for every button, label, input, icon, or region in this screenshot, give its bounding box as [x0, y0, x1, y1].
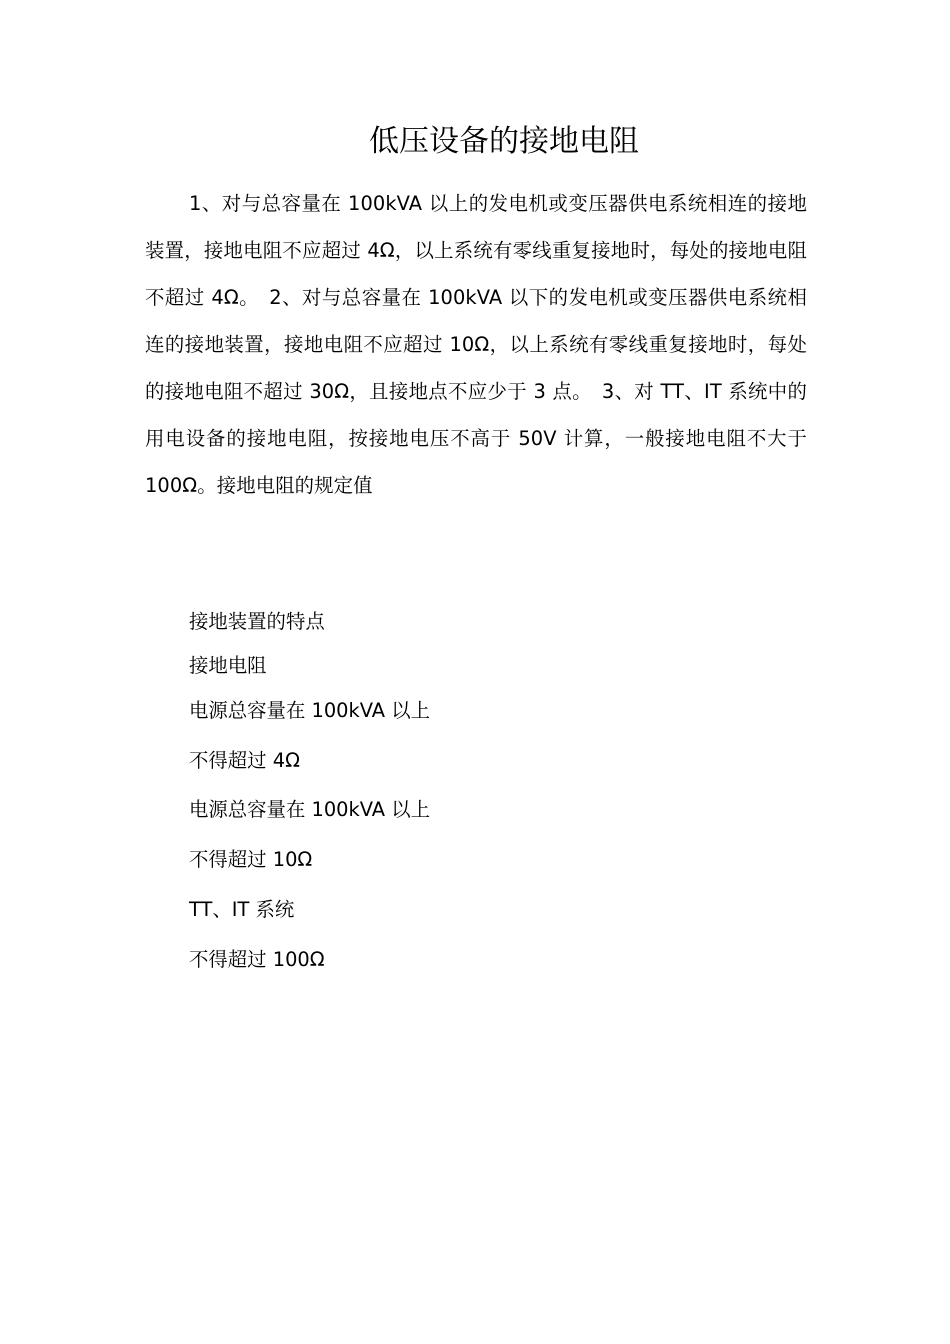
list-item: 接地电阻	[189, 654, 267, 677]
document-title: 低压设备的接地电阻	[369, 124, 639, 159]
list-item: TT、IT 系统	[189, 898, 295, 921]
list-item: 不得超过 4Ω	[189, 749, 300, 772]
list-item: 不得超过 100Ω	[189, 948, 325, 971]
list-item: 电源总容量在 100kVA 以上	[189, 699, 430, 722]
list-item: 接地装置的特点	[189, 610, 325, 633]
body-paragraph: 1、对与总容量在 100kVA 以上的发电机或变压器供电系统相连的接地装置，接地电阻不应超过 4Ω，以上系统有零线重复接地时，每处的接地电阻不超过 4Ω。 2、对与总容量在 100kVA 以下的发电机或变压器供电系统相连的接地装置，接地电阻不应超过 10Ω，以上系统有零线重复接地时，每处的接地电阻不超过 30Ω，且接地点不应少于 3 点。 3、对 TT、IT 系统中的用电设备的接地电阻，按接地电压不高于 50V 计算，一般接地电阻不大于 100Ω。接地电阻的规定值	[145, 192, 807, 497]
list-item: 电源总容量在 100kVA 以上	[189, 798, 430, 821]
list-item: 不得超过 10Ω	[189, 848, 313, 871]
